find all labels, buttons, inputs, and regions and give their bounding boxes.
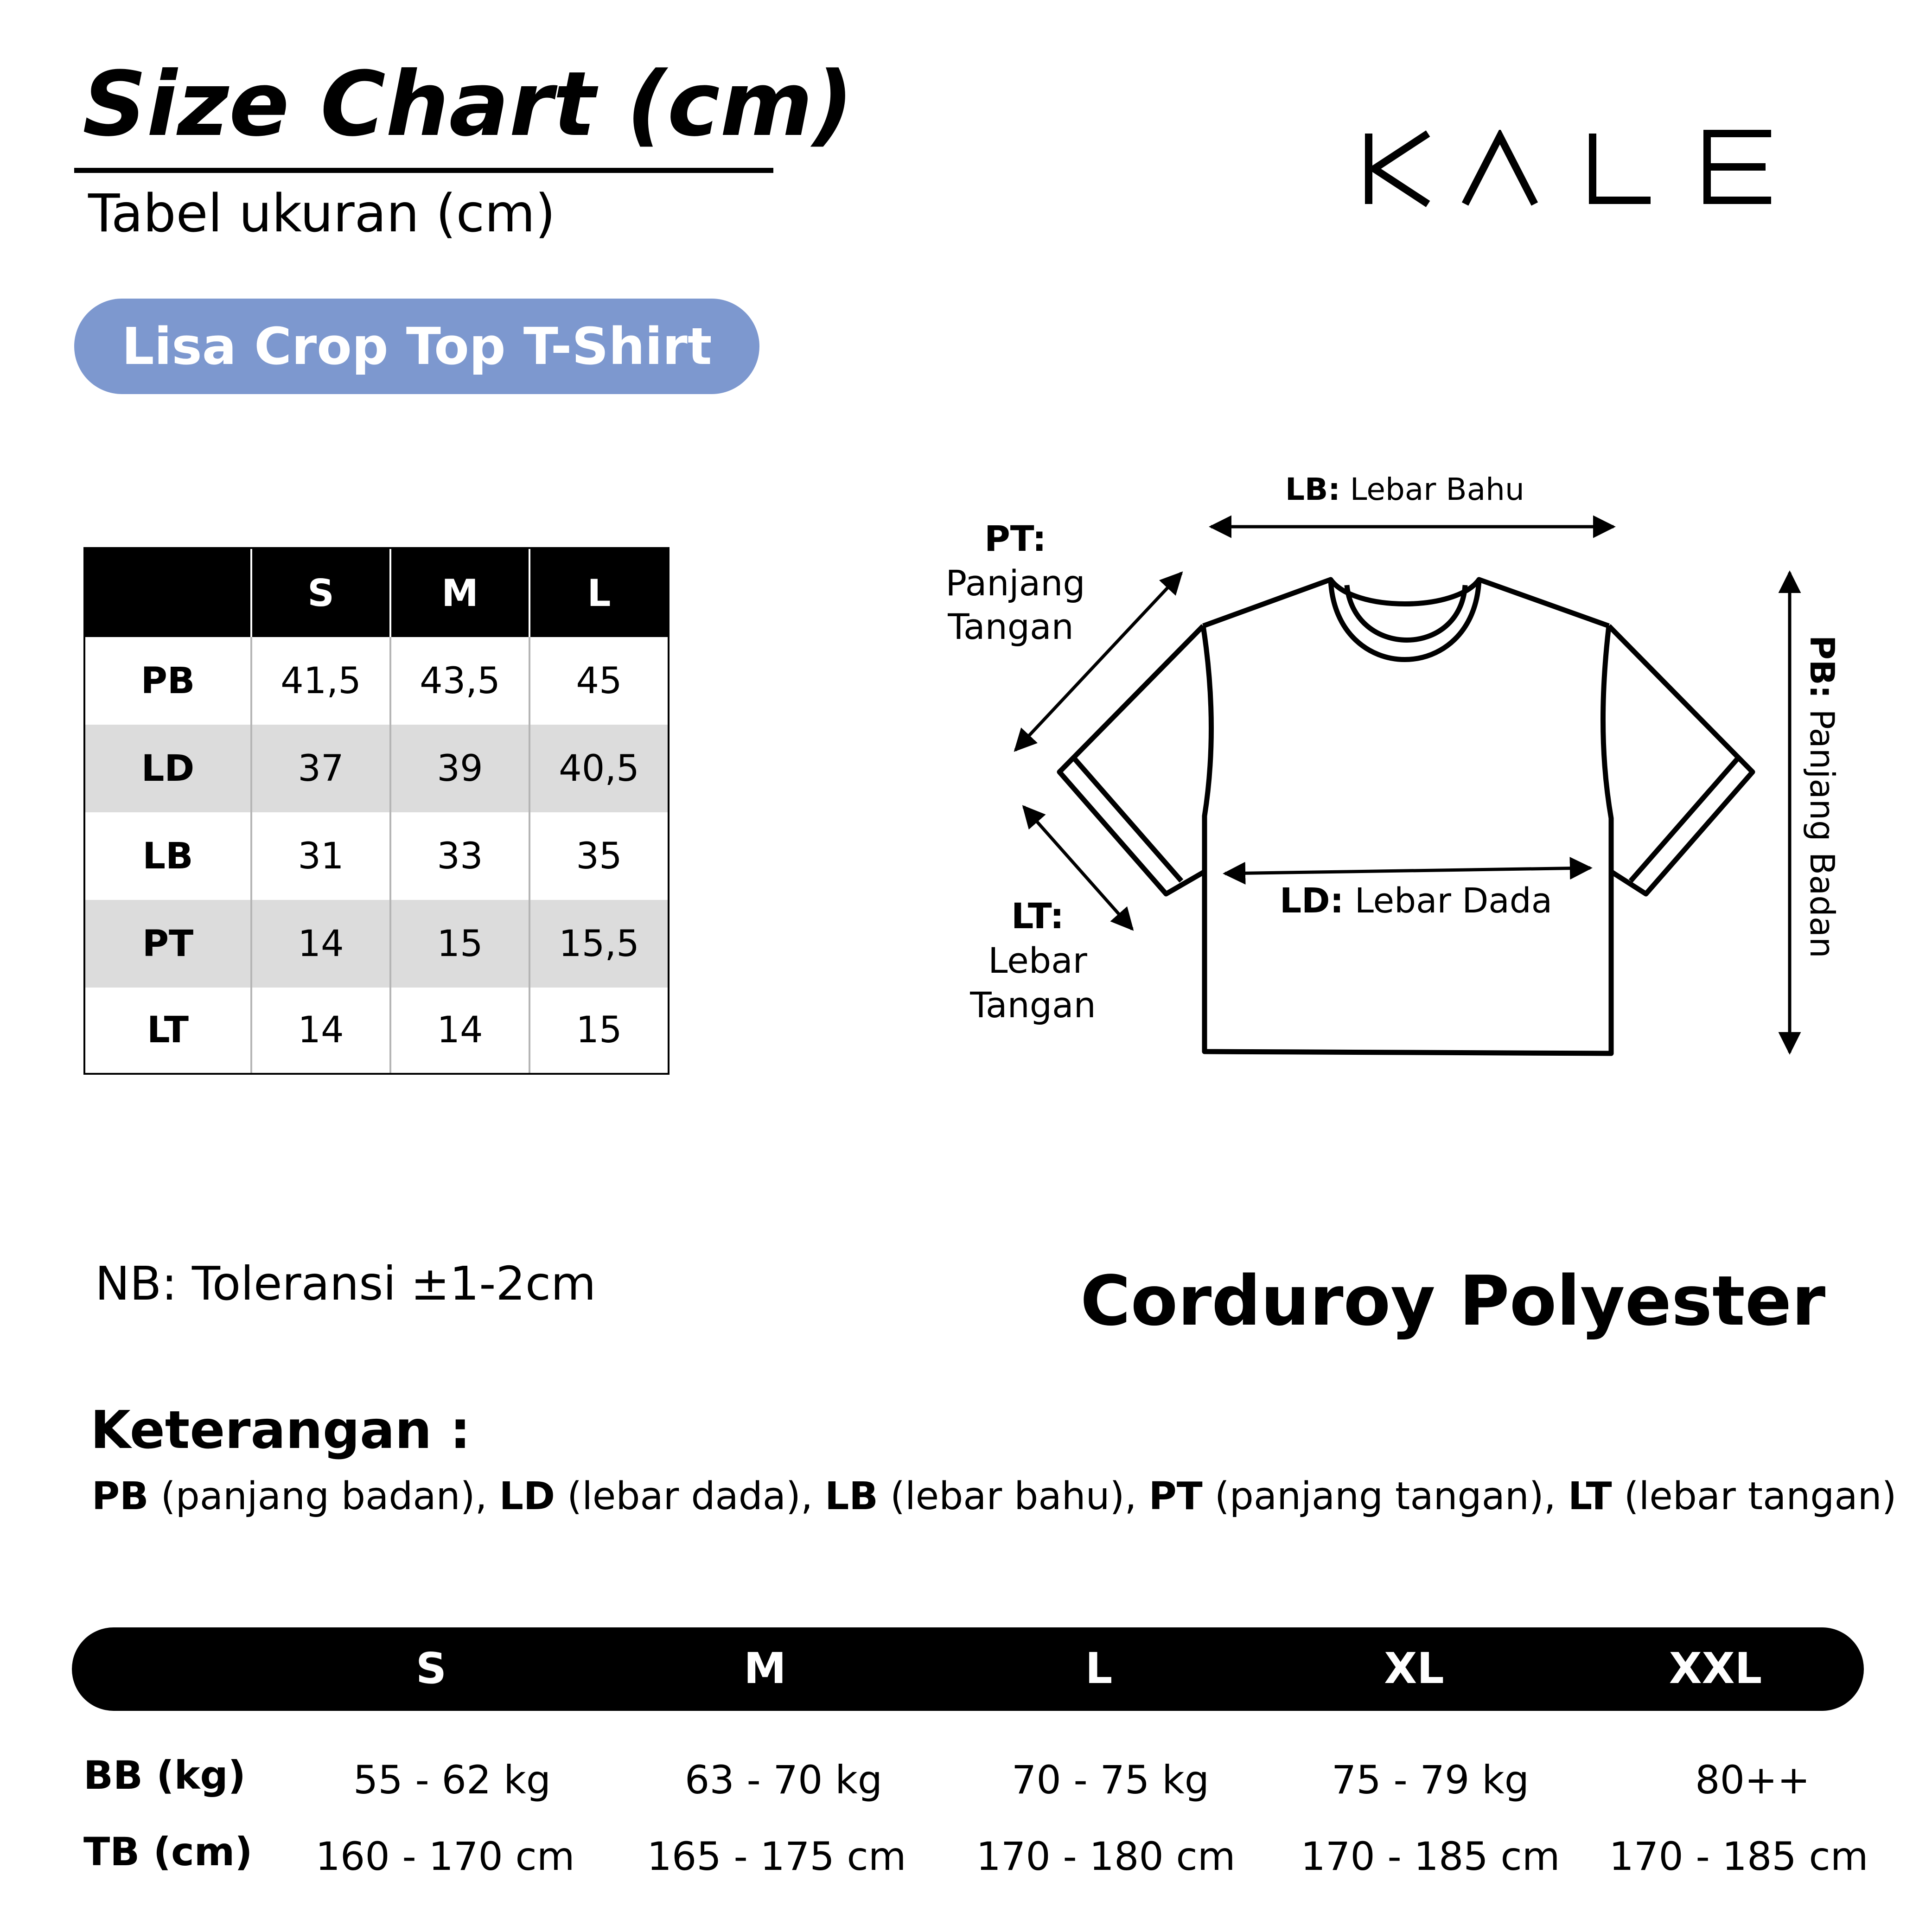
- table-row: [85, 988, 668, 1073]
- table-cell: 15: [529, 988, 668, 1073]
- row-label: PT: [142, 923, 194, 965]
- table-cell: 160 - 170 cm: [315, 1834, 575, 1879]
- row-label: LB: [142, 835, 193, 877]
- abbr-desc: (lebar bahu),: [878, 1474, 1149, 1518]
- table-header-cell: [85, 549, 250, 637]
- tshirt-outline: [1059, 580, 1753, 1053]
- table-header-row: [85, 549, 668, 637]
- table-cell: 75 - 79 kg: [1331, 1757, 1530, 1803]
- row-label: LD: [141, 747, 195, 790]
- page-title: Size Chart (cm): [83, 53, 854, 156]
- brand-logo: [1363, 130, 1780, 209]
- lb-label: LB: Lebar Bahu: [1285, 472, 1524, 507]
- table-row: [85, 900, 668, 988]
- product-name-badge: [74, 299, 759, 394]
- table-cell: 165 - 175 cm: [647, 1834, 906, 1879]
- abbr-code: LT: [1568, 1474, 1612, 1518]
- table-cell: 39: [389, 725, 529, 812]
- table-cell: 40,5: [529, 725, 668, 812]
- size-header-cell: XXL: [1669, 1644, 1762, 1693]
- lt-line1: Lebar: [988, 940, 1087, 981]
- lt-line2: Tangan: [970, 984, 1096, 1026]
- tshirt-diagram: [904, 454, 1855, 1057]
- table-cell: 43,5: [389, 637, 529, 725]
- table-cell: 14: [389, 988, 529, 1073]
- pt-line2: Tangan: [948, 606, 1074, 647]
- abbr-code: PB: [92, 1474, 149, 1518]
- size-header-cell: S: [415, 1644, 447, 1693]
- table-header-cell: M: [389, 549, 529, 637]
- table-cell: 14: [250, 988, 389, 1073]
- table-cell: 63 - 70 kg: [684, 1757, 883, 1803]
- measurement-table: [83, 547, 670, 1075]
- title-underline: [74, 168, 773, 173]
- keterangan-text: [92, 1474, 1897, 1518]
- lt-code: LT:: [1011, 895, 1064, 937]
- pt-line1: Panjang: [945, 562, 1085, 604]
- table-cell: 45: [529, 637, 668, 725]
- row-label: PB: [140, 660, 195, 702]
- ld-label: LD: Lebar Dada: [1280, 881, 1553, 921]
- abbr-desc: (lebar dada),: [555, 1474, 825, 1518]
- abbr-code: LD: [499, 1474, 555, 1518]
- size-header-cell: M: [744, 1644, 786, 1693]
- ld-arrow: [1225, 868, 1590, 874]
- page-subtitle: Tabel ukuran (cm): [88, 184, 555, 244]
- table-cell: 70 - 75 kg: [1011, 1757, 1210, 1803]
- product-name: Lisa Crop Top T-Shirt: [121, 317, 712, 376]
- table-header-cell: S: [250, 549, 389, 637]
- table-cell: 170 - 185 cm: [1609, 1834, 1868, 1879]
- abbr-desc: (panjang tangan),: [1202, 1474, 1568, 1518]
- row-label: BB (kg): [83, 1753, 246, 1798]
- table-cell: 37: [250, 725, 389, 812]
- keterangan-title: Keterangan :: [90, 1400, 471, 1460]
- table-cell: 55 - 62 kg: [353, 1757, 551, 1803]
- pb-label: PB: Panjang Badan: [1803, 635, 1842, 958]
- fabric-label: Corduroy Polyester: [1080, 1261, 1826, 1341]
- abbr-code: LB: [825, 1474, 878, 1518]
- tolerance-note: NB: Toleransi ±1-2cm: [95, 1256, 596, 1311]
- table-cell: 15: [389, 900, 529, 988]
- table-row: [85, 637, 668, 725]
- table-cell: 170 - 185 cm: [1301, 1834, 1560, 1879]
- table-cell: 15,5: [529, 900, 668, 988]
- table-cell: 31: [250, 812, 389, 900]
- size-header-cell: XL: [1384, 1644, 1444, 1693]
- table-header-cell: L: [529, 549, 668, 637]
- table-cell: 14: [250, 900, 389, 988]
- table-cell: 170 - 180 cm: [976, 1834, 1236, 1879]
- row-label: TB (cm): [83, 1829, 253, 1875]
- table-cell: 35: [529, 812, 668, 900]
- abbr-desc: (lebar tangan): [1612, 1474, 1897, 1518]
- abbr-code: PT: [1148, 1474, 1203, 1518]
- table-cell: 41,5: [250, 637, 389, 725]
- table-cell: 80++: [1695, 1757, 1810, 1803]
- size-header-cell: L: [1085, 1644, 1113, 1693]
- table-row: [85, 725, 668, 812]
- table-cell: 33: [389, 812, 529, 900]
- pt-code: PT:: [984, 518, 1046, 559]
- abbr-desc: (panjang badan),: [148, 1474, 499, 1518]
- row-label: LT: [147, 1009, 189, 1051]
- table-row: [85, 812, 668, 900]
